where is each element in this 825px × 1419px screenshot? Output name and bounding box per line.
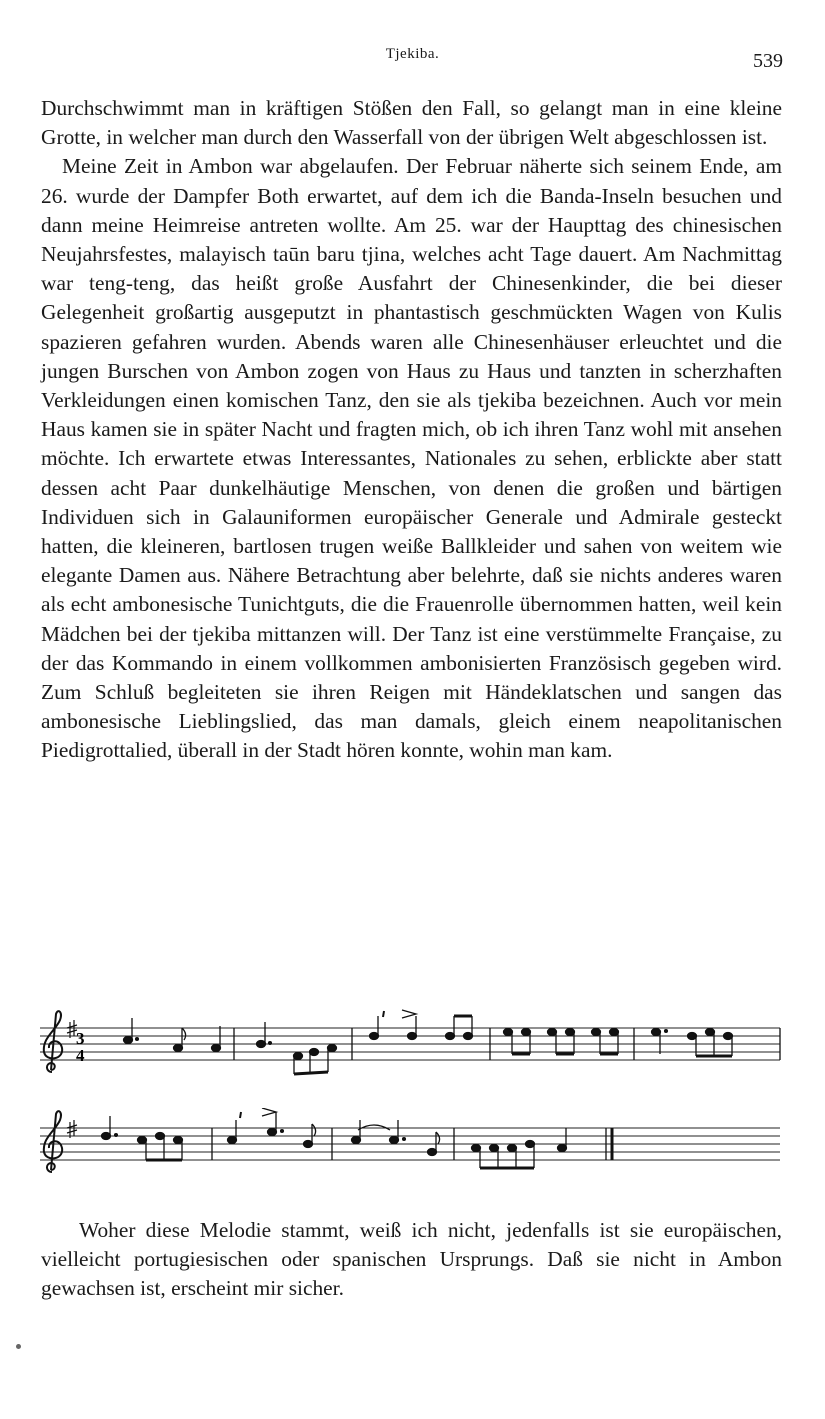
key-signature-sharp-icon (67, 1120, 77, 1138)
notes-line-1 (124, 1010, 781, 1074)
print-speck (16, 1344, 21, 1349)
notes-line-2 (102, 1108, 613, 1168)
treble-clef-icon (44, 1011, 62, 1072)
paragraph-2: Meine Zeit in Ambon war abgelaufen. Der Februar näherte sich seinem Ende, am 26. wurde der Dampfer Both erwartet, auf dem ich die Banda-Inseln besuchen und dann meine Heimreise antreten wollte. Am 25. war der Haupttag des chinesischen Neujahrsfestes, malayisch taūn baru tjina, welches acht Tage dauert. Am Nachmittag war teng-teng, das heißt große Ausfahrt der Chinesenkinder, die bei dieser Gelegenheit großartig ausgeputzt in phantastisch geschmückten Wagen von Kulis spazieren gefahren wurden. Abends waren alle Chinesenhäuser erleuchtet und die jungen Burschen von Ambon zogen von Haus zu Haus und tanzten in scherzhaften Verkleidungen einen komischen Tanz, den sie als tjekiba bezeichnen. Auch vor mein Haus kamen sie in später Nacht und fragten mich, ob ich ihren Tanz wohl mit ansehen möchte. Ich erwartete etwas Interessantes, Nationales zu sehen, erblickte aber statt dessen acht Paar dunkelhäutige Menschen, von denen die großen und bärtigen Individuen sich in Galauniformen europäischer Generale und Admirale gesteckt hatten, die kleineren, bartlosen trugen weiße Ballkleider und sahen von weitem wie elegante Damen aus. Nähere Betrachtung aber belehrte, daß sie nichts anderes waren als echt ambonesische Tunichtguts, die die Frauenrolle übernommen hatten, weil kein Mädchen bei der tjekiba mittanzen will. Der Tanz ist eine verstümmelte Française, zu der das Kommando in einem vollkommen ambonisierten Französisch gegeben wird. Zum Schluß begleiteten sie ihren Reigen mit Händeklatschen und sangen das ambonesische Lieblingslied, das man damals, gleich einem neapolitanischen Piedigrottalied, überall in der Stadt hören konnte, wohin man kam. (41, 154, 782, 763)
paragraph-closing: Woher diese Melodie stammt, weiß ich nicht, jedenfalls ist sie europäischen, vielleicht portugiesischen oder spanischen Ursprungs. Daß sie nicht in Ambon gewachsen ist, erscheint mir sicher. (41, 1218, 782, 1301)
treble-clef-icon (44, 1111, 62, 1172)
music-staff-1 (36, 1008, 784, 1088)
paragraph-1: Durchschwimmt man in kräftigen Stößen den Fall, so gelangt man in eine kleine Grotte, in welcher man durch den Wasserfall von der übrigen Welt abgeschlossen ist. (41, 96, 782, 150)
running-head: Tjekiba. (385, 46, 440, 62)
page-number: 539 (753, 50, 783, 72)
time-signature-numerator: 3 (76, 1029, 85, 1048)
music-staff-2 (36, 1108, 784, 1188)
time-signature-denominator: 4 (76, 1046, 85, 1065)
body-text (41, 94, 782, 766)
closing-text (41, 1216, 782, 1304)
